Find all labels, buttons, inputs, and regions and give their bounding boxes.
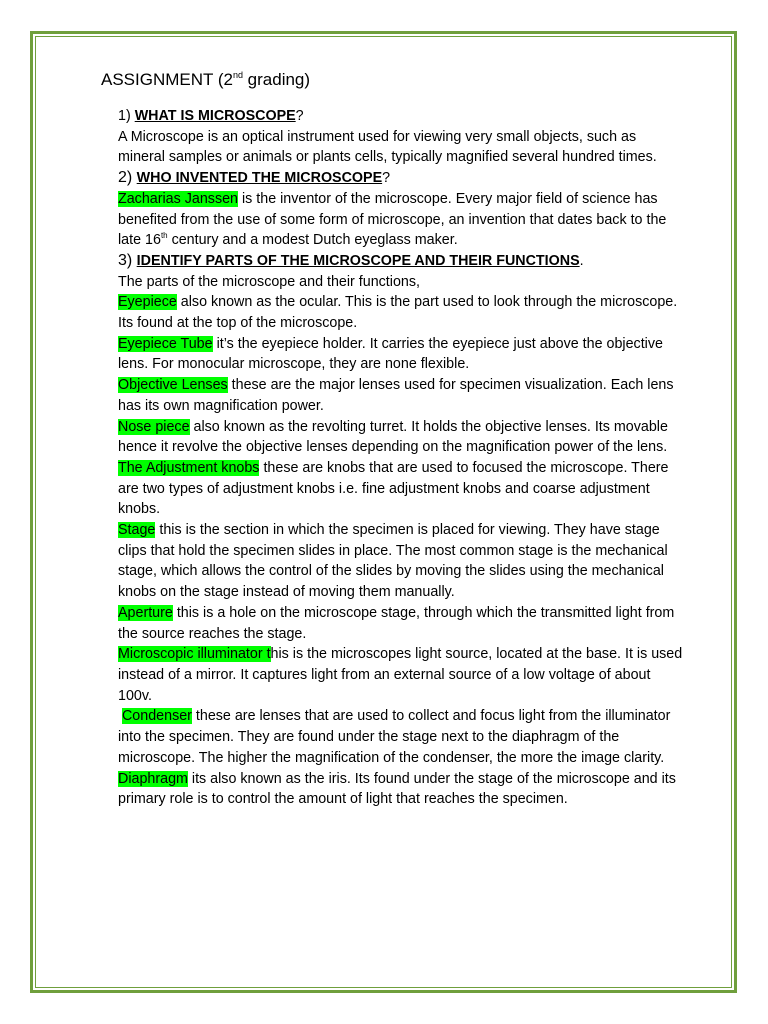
part-stage: Stage this is the section in which the specimen is placed for viewing. They have stage clips that hold the specimen slides in place. The most common stage is the mechanical stage, which allows the control of the slides by moving the slides using the mechanical knobs on the stage instead of moving them manually.: [118, 522, 668, 601]
part-aperture: Aperture this is a hole on the microscope stage, through which the transmitted light from the source reaches the stage.: [118, 604, 675, 642]
part-adjustment-knobs: The Adjustment knobs these are knobs that are used to focused the microscope. There are two types of adjustment knobs i.e. fine adjustment knobs and coarse adjustment knobs.: [118, 459, 669, 518]
highlighted-term: Objective Lenses: [118, 377, 228, 394]
highlighted-term: Microscopic illuminator t: [118, 646, 271, 663]
question-2-heading: 2) WHO INVENTED THE MICROSCOPE?: [118, 169, 391, 187]
question-1-heading: 1) WHAT IS MICROSCOPE?: [118, 108, 304, 124]
part-diaphragm: Diaphragm its also known as the iris. Its found under the stage of the microscope and its primary role is to control the amount of light that reaches the specimen.: [118, 770, 676, 808]
highlighted-term: Eyepiece: [118, 294, 177, 311]
highlighted-term: Zacharias Janssen: [118, 190, 238, 207]
highlighted-term: Condenser: [121, 708, 192, 725]
question-3-title: IDENTIFY PARTS OF THE MICROSCOPE AND THEIR FUNCTIONS: [136, 252, 580, 269]
document-body: [118, 106, 683, 810]
question-3-intro: The parts of the microscope and their functions,: [118, 273, 420, 290]
highlighted-term: Stage: [118, 522, 156, 539]
highlighted-term: The Adjustment knobs: [118, 459, 260, 476]
highlighted-term: Diaphragm: [118, 770, 188, 787]
part-condenser: Condenser these are lenses that are used to collect and focus light from the illuminator into the specimen. They are found under the stage next to the diaphragm of the microscope. The higher the magnification of the condenser, the more the image clarity.: [118, 708, 671, 766]
part-nose-piece: Nose piece also known as the revolting turret. It holds the objective lenses. Its movable hence it revolve the objective lenses depending on the magnification power of the lens.: [118, 418, 668, 456]
part-illuminator: Microscopic illuminator this is the microscopes light source, located at the base. It is used instead of a mirror. It captures light from an external source of a low voltage of about 100v.: [118, 646, 683, 704]
question-2-answer: Zacharias Janssen is the inventor of the microscope. Every major field of science has benefited from the use of some form of microscope, an invention that dates back to the late 16th century and a modest Dutch eyeglass maker.: [118, 190, 667, 249]
question-1-title: WHAT IS MICROSCOPE: [134, 108, 296, 124]
document-title: ASSIGNMENT (2nd grading): [101, 70, 311, 89]
question-2-title: WHO INVENTED THE MICROSCOPE: [136, 170, 383, 187]
part-objective-lenses: Objective Lenses these are the major lenses used for specimen visualization. Each lens has its own magnification power.: [118, 377, 674, 414]
highlighted-term: Aperture: [118, 604, 173, 621]
highlighted-term: Eyepiece Tube: [118, 335, 213, 352]
highlighted-term: Nose piece: [118, 418, 190, 435]
question-1-answer: A Microscope is an optical instrument used for viewing very small objects, such as mineral samples or animals or plants cells, typically magnified several hundred times.: [118, 128, 657, 166]
question-3-heading: 3) IDENTIFY PARTS OF THE MICROSCOPE AND THEIR FUNCTIONS.: [118, 251, 584, 269]
part-eyepiece-tube: Eyepiece Tube it’s the eyepiece holder. It carries the eyepiece just above the objective lens. For monocular microscope, they are none flexible.: [118, 335, 663, 373]
part-eyepiece: Eyepiece also known as the ocular. This is the part used to look through the microscope. Its found at the top of the microscope.: [118, 294, 678, 332]
